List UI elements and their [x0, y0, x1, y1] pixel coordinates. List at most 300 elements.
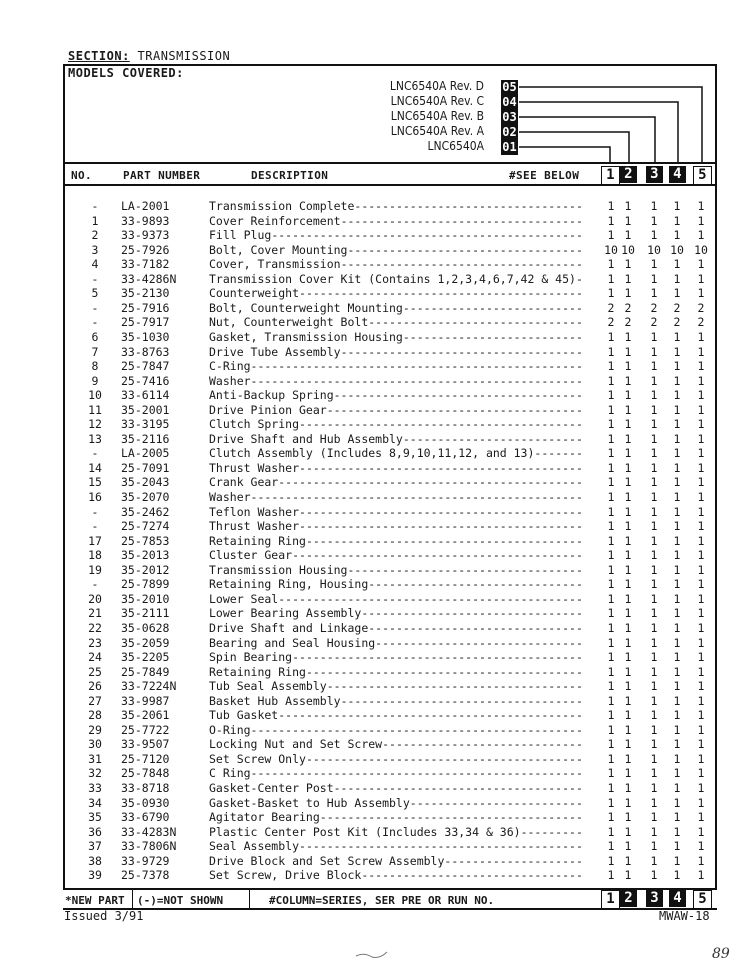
quantity-col-5: 1 — [697, 766, 705, 781]
model-name: LNC6540A — [427, 139, 484, 153]
part-number: 33-4286N — [121, 271, 177, 286]
quantity-col-2: 1 — [624, 606, 632, 621]
part-description — [209, 737, 597, 751]
part-description — [209, 359, 597, 373]
quantity-col-2: 1 — [624, 766, 632, 781]
item-number: 18 — [88, 548, 102, 563]
dash-leader: ------------------------------------ — [333, 781, 583, 795]
quantity-col-1: 1 — [607, 504, 615, 519]
table-row — [63, 737, 717, 752]
item-number: 27 — [88, 693, 102, 708]
table-row — [63, 199, 717, 214]
quantity-col-2: 1 — [624, 839, 632, 854]
quantity-col-1: 1 — [607, 213, 615, 228]
dash-leader: ----------------------------------- — [340, 693, 583, 708]
table-row — [63, 315, 717, 330]
item-number: 34 — [88, 795, 102, 810]
quantity-col-5: 1 — [697, 839, 705, 854]
quantity-col-2: 1 — [624, 373, 632, 388]
part-description — [209, 665, 597, 679]
part-number: 35-2205 — [121, 650, 170, 665]
quantity-col-4: 1 — [673, 751, 681, 766]
quantity-col-4: 1 — [673, 868, 681, 883]
quantity-col-5: 1 — [697, 591, 705, 606]
quantity-col-1: 1 — [607, 795, 615, 810]
section-value: TRANSMISSION — [137, 49, 231, 63]
dash-leader: ------------------------------------------------ — [250, 359, 583, 374]
quantity-col-1: 1 — [607, 839, 615, 854]
item-number: 12 — [88, 417, 102, 432]
quantity-col-1: 1 — [607, 620, 615, 635]
quantity-col-5: 1 — [697, 475, 705, 490]
quantity-col-3: 1 — [650, 839, 658, 854]
part-description-text: Teflon Washer — [209, 504, 300, 519]
quantity-col-4: 1 — [673, 475, 681, 490]
quantity-col-2: 1 — [624, 388, 632, 403]
dash-leader: --------- — [520, 824, 583, 839]
quantity-col-5: 1 — [697, 431, 705, 446]
quantity-col-5: 1 — [697, 751, 705, 766]
table-row — [63, 839, 717, 854]
quantity-col-5: 1 — [697, 329, 705, 344]
dash-leader: ------------------------------------- — [326, 402, 583, 417]
quantity-col-1: 1 — [607, 635, 615, 650]
dash-leader: ------------------------- — [409, 795, 583, 810]
part-description-text: Agitator Bearing — [209, 810, 320, 825]
quantity-col-3: 1 — [650, 795, 658, 810]
dash-leader: ------------------------------------------------ — [250, 766, 583, 781]
table-row — [63, 257, 717, 272]
quantity-col-3: 1 — [650, 650, 658, 665]
quantity-col-3: 1 — [650, 766, 658, 781]
quantity-col-2: 1 — [624, 359, 632, 374]
quantity-col-5: 1 — [697, 417, 705, 432]
quantity-col-3: 1 — [650, 751, 658, 766]
table-header — [63, 162, 717, 186]
quantity-col-5: 1 — [697, 373, 705, 388]
quantity-col-1: 1 — [607, 388, 615, 403]
part-description — [209, 243, 597, 257]
quantity-col-2: 1 — [624, 577, 632, 592]
quantity-col-1: 1 — [607, 737, 615, 752]
part-description-text: Thrust Washer — [209, 519, 300, 534]
item-number: - — [91, 504, 99, 519]
quantity-col-3: 1 — [650, 635, 658, 650]
part-description-text: Washer — [209, 490, 251, 504]
table-row — [63, 694, 717, 709]
quantity-col-4: 1 — [673, 228, 681, 243]
quantity-col-5: 1 — [697, 693, 705, 708]
quantity-col-4: 1 — [673, 548, 681, 563]
header-col-2: 2 — [620, 166, 637, 183]
quantity-col-3: 1 — [650, 533, 658, 548]
part-description — [209, 650, 597, 664]
item-number: 2 — [91, 228, 99, 243]
quantity-col-2: 1 — [624, 402, 632, 417]
part-description-text: O-Ring — [209, 722, 251, 737]
dash-leader: ---------------------------------- — [347, 562, 583, 577]
item-number: - — [91, 577, 99, 592]
part-description-text: Fill Plug — [209, 228, 272, 243]
model-series-code: 01 — [502, 140, 517, 154]
quantity-col-3: 1 — [650, 431, 658, 446]
dash-leader: -------------------------------------- — [319, 810, 583, 825]
item-number: 37 — [88, 839, 102, 854]
quantity-col-2: 1 — [624, 737, 632, 752]
quantity-col-3: 1 — [650, 417, 658, 432]
quantity-col-5: 1 — [697, 533, 705, 548]
footer-divider — [249, 890, 250, 908]
quantity-col-4: 1 — [673, 271, 681, 286]
table-row — [63, 636, 717, 651]
part-number: 25-7274 — [121, 519, 170, 534]
part-number: 35-0930 — [121, 795, 170, 810]
item-number: 20 — [88, 591, 102, 606]
part-description — [209, 796, 597, 810]
quantity-col-1: 1 — [607, 577, 615, 592]
quantity-col-3: 10 — [647, 242, 661, 257]
part-number: 35-2059 — [121, 635, 170, 650]
item-number: 5 — [91, 286, 99, 301]
quantity-col-5: 1 — [697, 213, 705, 228]
quantity-col-4: 2 — [673, 315, 681, 330]
part-number: 25-7853 — [121, 533, 170, 548]
dash-leader: ------------------------------------------ — [292, 650, 583, 665]
part-description-text: Nut, Counterweight Bolt — [209, 315, 369, 330]
quantity-col-3: 1 — [650, 329, 658, 344]
model-name: LNC6540A Rev. D — [389, 79, 484, 93]
dash-leader: ----------------------------- — [382, 737, 583, 752]
table-row — [63, 345, 717, 360]
part-description — [209, 854, 597, 868]
quantity-col-5: 1 — [697, 577, 705, 592]
part-description-text: Set Screw, Drive Block — [209, 868, 362, 883]
quantity-col-2: 2 — [624, 315, 632, 330]
footer-new-part: *NEW PART — [65, 894, 125, 907]
dash-leader: ----------------------------------------- — [299, 504, 583, 519]
item-number: 29 — [88, 722, 102, 737]
quantity-col-3: 1 — [650, 519, 658, 534]
quantity-col-2: 1 — [624, 795, 632, 810]
quantity-col-4: 1 — [673, 199, 681, 213]
quantity-col-4: 1 — [673, 504, 681, 519]
part-description — [209, 272, 597, 286]
quantity-col-3: 1 — [650, 620, 658, 635]
model-series-code: 04 — [502, 95, 517, 109]
quantity-col-4: 1 — [673, 766, 681, 781]
part-description — [209, 621, 597, 635]
quantity-col-5: 1 — [697, 620, 705, 635]
part-description — [209, 723, 597, 737]
part-description-text: Thrust Washer — [209, 460, 300, 475]
section-label: SECTION: — [68, 49, 130, 63]
part-number: 25-7378 — [121, 868, 170, 883]
part-number: 33-9729 — [121, 853, 170, 868]
table-row — [63, 548, 717, 563]
part-number: 35-2061 — [121, 708, 170, 723]
part-number: 33-4283N — [121, 824, 177, 839]
quantity-col-4: 1 — [673, 213, 681, 228]
table-row — [63, 752, 717, 767]
dash-leader: ----------------------------------------- — [299, 417, 583, 432]
table-row — [63, 665, 717, 680]
dash-leader: ------------------------------------- — [326, 679, 583, 694]
part-number: 25-7926 — [121, 242, 170, 257]
quantity-col-1: 1 — [607, 286, 615, 301]
quantity-col-1: 1 — [607, 562, 615, 577]
part-number: 35-2116 — [121, 431, 170, 446]
quantity-col-3: 1 — [650, 228, 658, 243]
table-row — [63, 388, 717, 403]
quantity-col-1: 1 — [607, 359, 615, 374]
part-number: 33-6114 — [121, 388, 170, 403]
quantity-col-3: 1 — [650, 490, 658, 504]
part-description — [209, 490, 597, 504]
quantity-col-3: 1 — [650, 679, 658, 694]
quantity-col-3: 1 — [650, 722, 658, 737]
quantity-col-5: 1 — [697, 606, 705, 621]
models-covered-label: MODELS COVERED: — [68, 66, 184, 80]
item-number: 31 — [88, 751, 102, 766]
quantity-col-4: 1 — [673, 839, 681, 854]
quantity-col-3: 2 — [650, 300, 658, 315]
table-row — [63, 796, 717, 811]
part-description — [209, 839, 597, 853]
part-description — [209, 432, 597, 446]
item-number: 4 — [91, 257, 99, 272]
part-description — [209, 519, 597, 533]
quantity-col-1: 1 — [607, 751, 615, 766]
quantity-col-3: 1 — [650, 446, 658, 461]
quantity-col-2: 1 — [624, 635, 632, 650]
quantity-col-4: 1 — [673, 591, 681, 606]
quantity-col-4: 1 — [673, 446, 681, 461]
part-description-text: Counterweight — [209, 286, 300, 301]
table-row — [63, 519, 717, 534]
quantity-col-5: 10 — [694, 242, 708, 257]
quantity-col-2: 1 — [624, 679, 632, 694]
table-row — [63, 330, 717, 345]
quantity-col-2: 1 — [624, 199, 632, 213]
quantity-col-5: 1 — [697, 402, 705, 417]
part-description-text: Crank Gear — [209, 475, 279, 490]
dash-leader: ----------------------------------- — [340, 213, 583, 228]
scan-mark — [354, 948, 390, 960]
quantity-col-4: 1 — [673, 286, 681, 301]
quantity-col-5: 1 — [697, 795, 705, 810]
dash-leader: -------------------------- — [402, 329, 583, 344]
item-number: 16 — [88, 490, 102, 504]
part-description — [209, 345, 597, 359]
dash-leader: -------------------------------------------- — [278, 475, 583, 490]
part-description — [209, 592, 597, 606]
quantity-col-1: 1 — [607, 402, 615, 417]
part-description-text: Seal Assembly — [209, 839, 300, 854]
table-row — [63, 650, 717, 665]
table-row — [63, 286, 717, 301]
part-number: 33-9987 — [121, 693, 170, 708]
quantity-col-2: 1 — [624, 271, 632, 286]
quantity-col-3: 1 — [650, 475, 658, 490]
quantity-col-4: 1 — [673, 781, 681, 795]
quantity-col-4: 1 — [673, 417, 681, 432]
quantity-col-5: 1 — [697, 359, 705, 374]
quantity-col-5: 1 — [697, 504, 705, 519]
table-row — [63, 810, 717, 825]
part-number: LA-2005 — [121, 446, 170, 461]
quantity-col-2: 1 — [624, 824, 632, 839]
footer-col-1: 1 — [601, 890, 620, 909]
header-no: NO. — [71, 169, 93, 182]
quantity-col-1: 1 — [607, 650, 615, 665]
part-description — [209, 475, 597, 489]
item-number: 22 — [88, 620, 102, 635]
quantity-col-2: 10 — [621, 242, 635, 257]
quantity-col-5: 1 — [697, 679, 705, 694]
quantity-col-1: 1 — [607, 664, 615, 679]
table-row — [63, 301, 717, 316]
quantity-col-5: 1 — [697, 664, 705, 679]
part-description — [209, 810, 597, 824]
quantity-col-4: 1 — [673, 359, 681, 374]
dash-leader: ----------------------------------- — [340, 344, 583, 359]
part-number: 25-7916 — [121, 300, 170, 315]
dash-leader: ------- — [534, 446, 583, 461]
quantity-col-2: 1 — [624, 286, 632, 301]
quantity-col-1: 1 — [607, 853, 615, 868]
quantity-col-3: 1 — [650, 257, 658, 272]
quantity-col-5: 1 — [697, 490, 705, 504]
quantity-col-4: 1 — [673, 431, 681, 446]
part-description — [209, 214, 597, 228]
part-description-text: Transmission Complete — [209, 199, 355, 213]
quantity-col-3: 1 — [650, 737, 658, 752]
quantity-col-2: 1 — [624, 504, 632, 519]
part-description-text: Drive Pinion Gear — [209, 402, 327, 417]
item-number: - — [91, 446, 99, 461]
part-description-text: Drive Block and Set Screw Assembly — [209, 853, 445, 868]
part-number: 33-7182 — [121, 257, 170, 272]
table-row — [63, 534, 717, 549]
item-number: 3 — [91, 242, 99, 257]
dash-leader: ----------------------------------------- — [299, 286, 583, 301]
quantity-col-5: 1 — [697, 446, 705, 461]
part-description — [209, 694, 597, 708]
item-number: - — [91, 315, 99, 330]
item-number: - — [91, 300, 99, 315]
table-row — [63, 214, 717, 229]
part-description-text: Drive Tube Assembly — [209, 344, 341, 359]
quantity-col-3: 1 — [650, 810, 658, 825]
quantity-col-5: 1 — [697, 548, 705, 563]
part-description-text: Drive Shaft and Linkage — [209, 620, 369, 635]
part-description-text: Washer — [209, 373, 251, 388]
part-number: 25-7120 — [121, 751, 170, 766]
quantity-col-4: 2 — [673, 300, 681, 315]
quantity-col-2: 1 — [624, 562, 632, 577]
quantity-col-5: 1 — [697, 635, 705, 650]
series-leader-line — [519, 117, 655, 164]
item-number: 28 — [88, 708, 102, 723]
table-row — [63, 243, 717, 258]
quantity-col-2: 1 — [624, 868, 632, 883]
quantity-col-3: 1 — [650, 693, 658, 708]
quantity-col-1: 1 — [607, 533, 615, 548]
header-part-number: PART NUMBER — [123, 169, 201, 182]
part-description-text: Tub Gasket — [209, 708, 279, 723]
table-row — [63, 825, 717, 840]
part-number: 35-1030 — [121, 329, 170, 344]
quantity-col-2: 1 — [624, 722, 632, 737]
part-description — [209, 286, 597, 300]
quantity-col-5: 1 — [697, 868, 705, 883]
part-description — [209, 199, 597, 213]
table-row — [63, 854, 717, 869]
part-description-text: Lower Seal — [209, 591, 279, 606]
dash-leader: ------------------------------- — [368, 315, 583, 330]
part-description-text: Gasket, Transmission Housing — [209, 329, 403, 344]
part-number: 33-3195 — [121, 417, 170, 432]
quantity-col-2: 1 — [624, 329, 632, 344]
part-description — [209, 548, 597, 562]
quantity-col-4: 1 — [673, 664, 681, 679]
quantity-col-2: 1 — [624, 431, 632, 446]
quantity-col-2: 1 — [624, 460, 632, 475]
model-series-code: 05 — [502, 80, 517, 94]
table-row — [63, 606, 717, 621]
series-leader-line — [519, 102, 678, 164]
table-row — [63, 359, 717, 374]
quantity-col-1: 1 — [607, 271, 615, 286]
part-description — [209, 446, 597, 460]
part-description — [209, 257, 597, 271]
part-description — [209, 417, 597, 431]
part-description-text: Anti-Backup Spring — [209, 388, 334, 403]
item-number: 13 — [88, 431, 102, 446]
header-col-3: 3 — [646, 166, 663, 183]
part-description — [209, 388, 597, 402]
item-number: 39 — [88, 868, 102, 883]
quantity-col-1: 1 — [607, 781, 615, 795]
series-leader-line — [519, 132, 629, 164]
table-row — [63, 621, 717, 636]
quantity-col-4: 1 — [673, 853, 681, 868]
part-number: 25-7848 — [121, 766, 170, 781]
quantity-col-3: 1 — [650, 708, 658, 723]
part-number: 25-7722 — [121, 722, 170, 737]
part-description-text: Cover, Transmission — [209, 257, 341, 272]
quantity-col-3: 1 — [650, 664, 658, 679]
quantity-col-4: 1 — [673, 722, 681, 737]
quantity-col-1: 1 — [607, 344, 615, 359]
quantity-col-3: 1 — [650, 606, 658, 621]
quantity-col-3: 1 — [650, 344, 658, 359]
quantity-col-1: 1 — [607, 708, 615, 723]
table-row — [63, 781, 717, 796]
item-number: 33 — [88, 781, 102, 795]
dash-leader: ------------------------------- — [368, 577, 583, 592]
quantity-col-4: 1 — [673, 562, 681, 577]
part-description-text: Retaining Ring, Housing — [209, 577, 369, 592]
part-description-text: Retaining Ring — [209, 664, 306, 679]
quantity-col-1: 1 — [607, 693, 615, 708]
item-number: 38 — [88, 853, 102, 868]
item-number: 1 — [91, 213, 99, 228]
quantity-col-4: 1 — [673, 693, 681, 708]
item-number: 11 — [88, 402, 102, 417]
quantity-col-3: 1 — [650, 373, 658, 388]
page-number: 89 — [712, 946, 730, 962]
